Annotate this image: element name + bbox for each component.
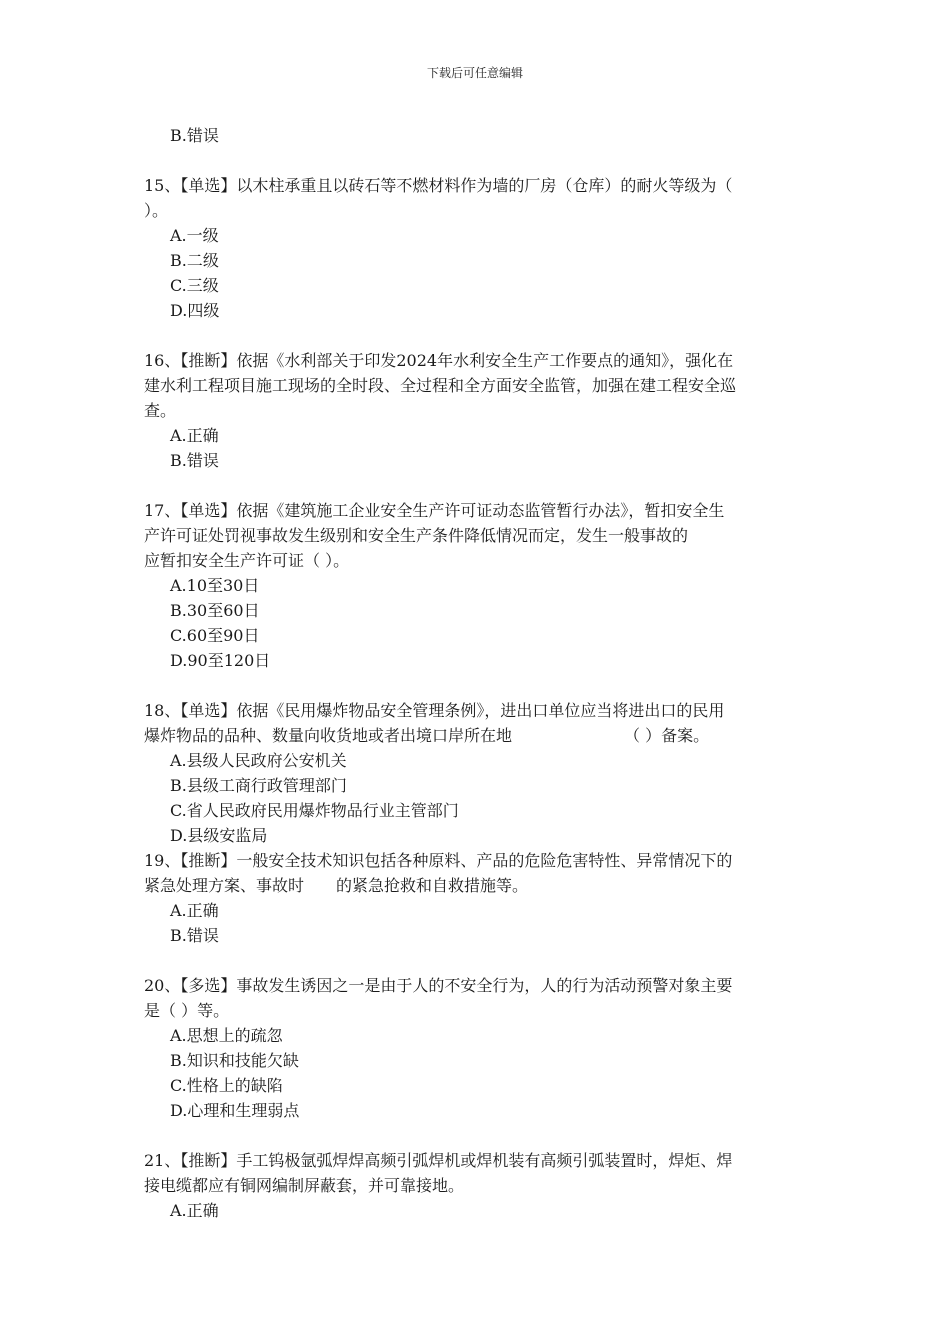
option-a: A.正确 [170, 426, 219, 445]
question-text: 20、【多选】事故发生诱因之一是由于人的不安全行为，人的行为活动预警对象主要 [144, 976, 733, 995]
option-d: D.四级 [170, 301, 220, 320]
question-text: 应暂扣安全生产许可证（ ）。 [144, 551, 350, 570]
option-b: B.错误 [170, 126, 219, 145]
option-c: C.性格上的缺陷 [170, 1076, 283, 1095]
question-text-part: 爆炸物品的品种、数量向收货地或者出境口岸所在地 [144, 726, 513, 745]
option-b: B.30至60日 [170, 601, 260, 620]
option-a: A.正确 [170, 901, 219, 920]
question-text-part: （ ）备案。 [624, 726, 710, 745]
question-17 [144, 498, 796, 673]
page-header: 下载后可任意编辑 [426, 66, 523, 80]
option-d: D.90至120日 [170, 651, 271, 670]
option-c: C.三级 [170, 276, 219, 295]
question-list [144, 123, 796, 1223]
option-b: B.县级工商行政管理部门 [170, 776, 347, 795]
option-d: D.县级安监局 [170, 826, 268, 845]
option-a: A.思想上的疏忽 [170, 1026, 283, 1045]
question-text-part: 的紧急抢救和自救措施等。 [336, 876, 529, 895]
option-a: A.县级人民政府公安机关 [170, 751, 347, 770]
question-18 [144, 698, 796, 848]
option-b: B.错误 [170, 451, 219, 470]
question-text: 16、【推断】依据《水利部关于印发2024年水利安全生产工作要点的通知》，强化在 [144, 351, 734, 370]
question-text [144, 873, 796, 898]
option-a: A.10至30日 [170, 576, 260, 595]
question-text: 15、【单选】以木柱承重且以砖石等不燃材料作为墙的厂房（仓库）的耐火等级为（ [144, 176, 733, 195]
option-c: C.60至90日 [170, 626, 260, 645]
question-text: 是（ ）等。 [144, 1001, 230, 1020]
question-text: 产许可证处罚视事故发生级别和安全生产条件降低情况而定，发生一般事故的 [144, 526, 689, 545]
question-text [144, 723, 796, 748]
option-c: C.省人民政府民用爆炸物品行业主管部门 [170, 801, 459, 820]
question-text: 19、【推断】一般安全技术知识包括各种原料、产品的危险危害特性、异常情况下的 [144, 851, 733, 870]
question-19 [144, 848, 796, 948]
question-16 [144, 348, 796, 473]
option-d: D.心理和生理弱点 [170, 1101, 300, 1120]
option-a: A.一级 [170, 226, 219, 245]
question-15 [144, 173, 796, 323]
question-20 [144, 973, 796, 1123]
question-21 [144, 1148, 796, 1223]
option-b: B.知识和技能欠缺 [170, 1051, 299, 1070]
question-text: 查。 [144, 401, 177, 420]
question-text: 建水利工程项目施工现场的全时段、全过程和全方面安全监管，加强在建工程安全巡 [144, 376, 737, 395]
question-text-part: 紧急处理方案、事故时 [144, 876, 305, 895]
question-text: 18、【单选】依据《民用爆炸物品安全管理条例》，进出口单位应当将进出口的民用 [144, 701, 725, 720]
question-text: 21、【推断】手工钨极氩弧焊焊高频引弧焊机或焊机装有高频引弧装置时，焊炬、焊 [144, 1151, 733, 1170]
question-text: 接电缆都应有铜网编制屏蔽套，并可靠接地。 [144, 1176, 465, 1195]
option-a: A.正确 [170, 1201, 219, 1220]
option-b: B.二级 [170, 251, 219, 270]
option-b: B.错误 [170, 926, 219, 945]
question-text: ）。 [144, 201, 169, 220]
question-text: 17、【单选】依据《建筑施工企业安全生产许可证动态监管暂行办法》，暂扣安全生 [144, 501, 725, 520]
